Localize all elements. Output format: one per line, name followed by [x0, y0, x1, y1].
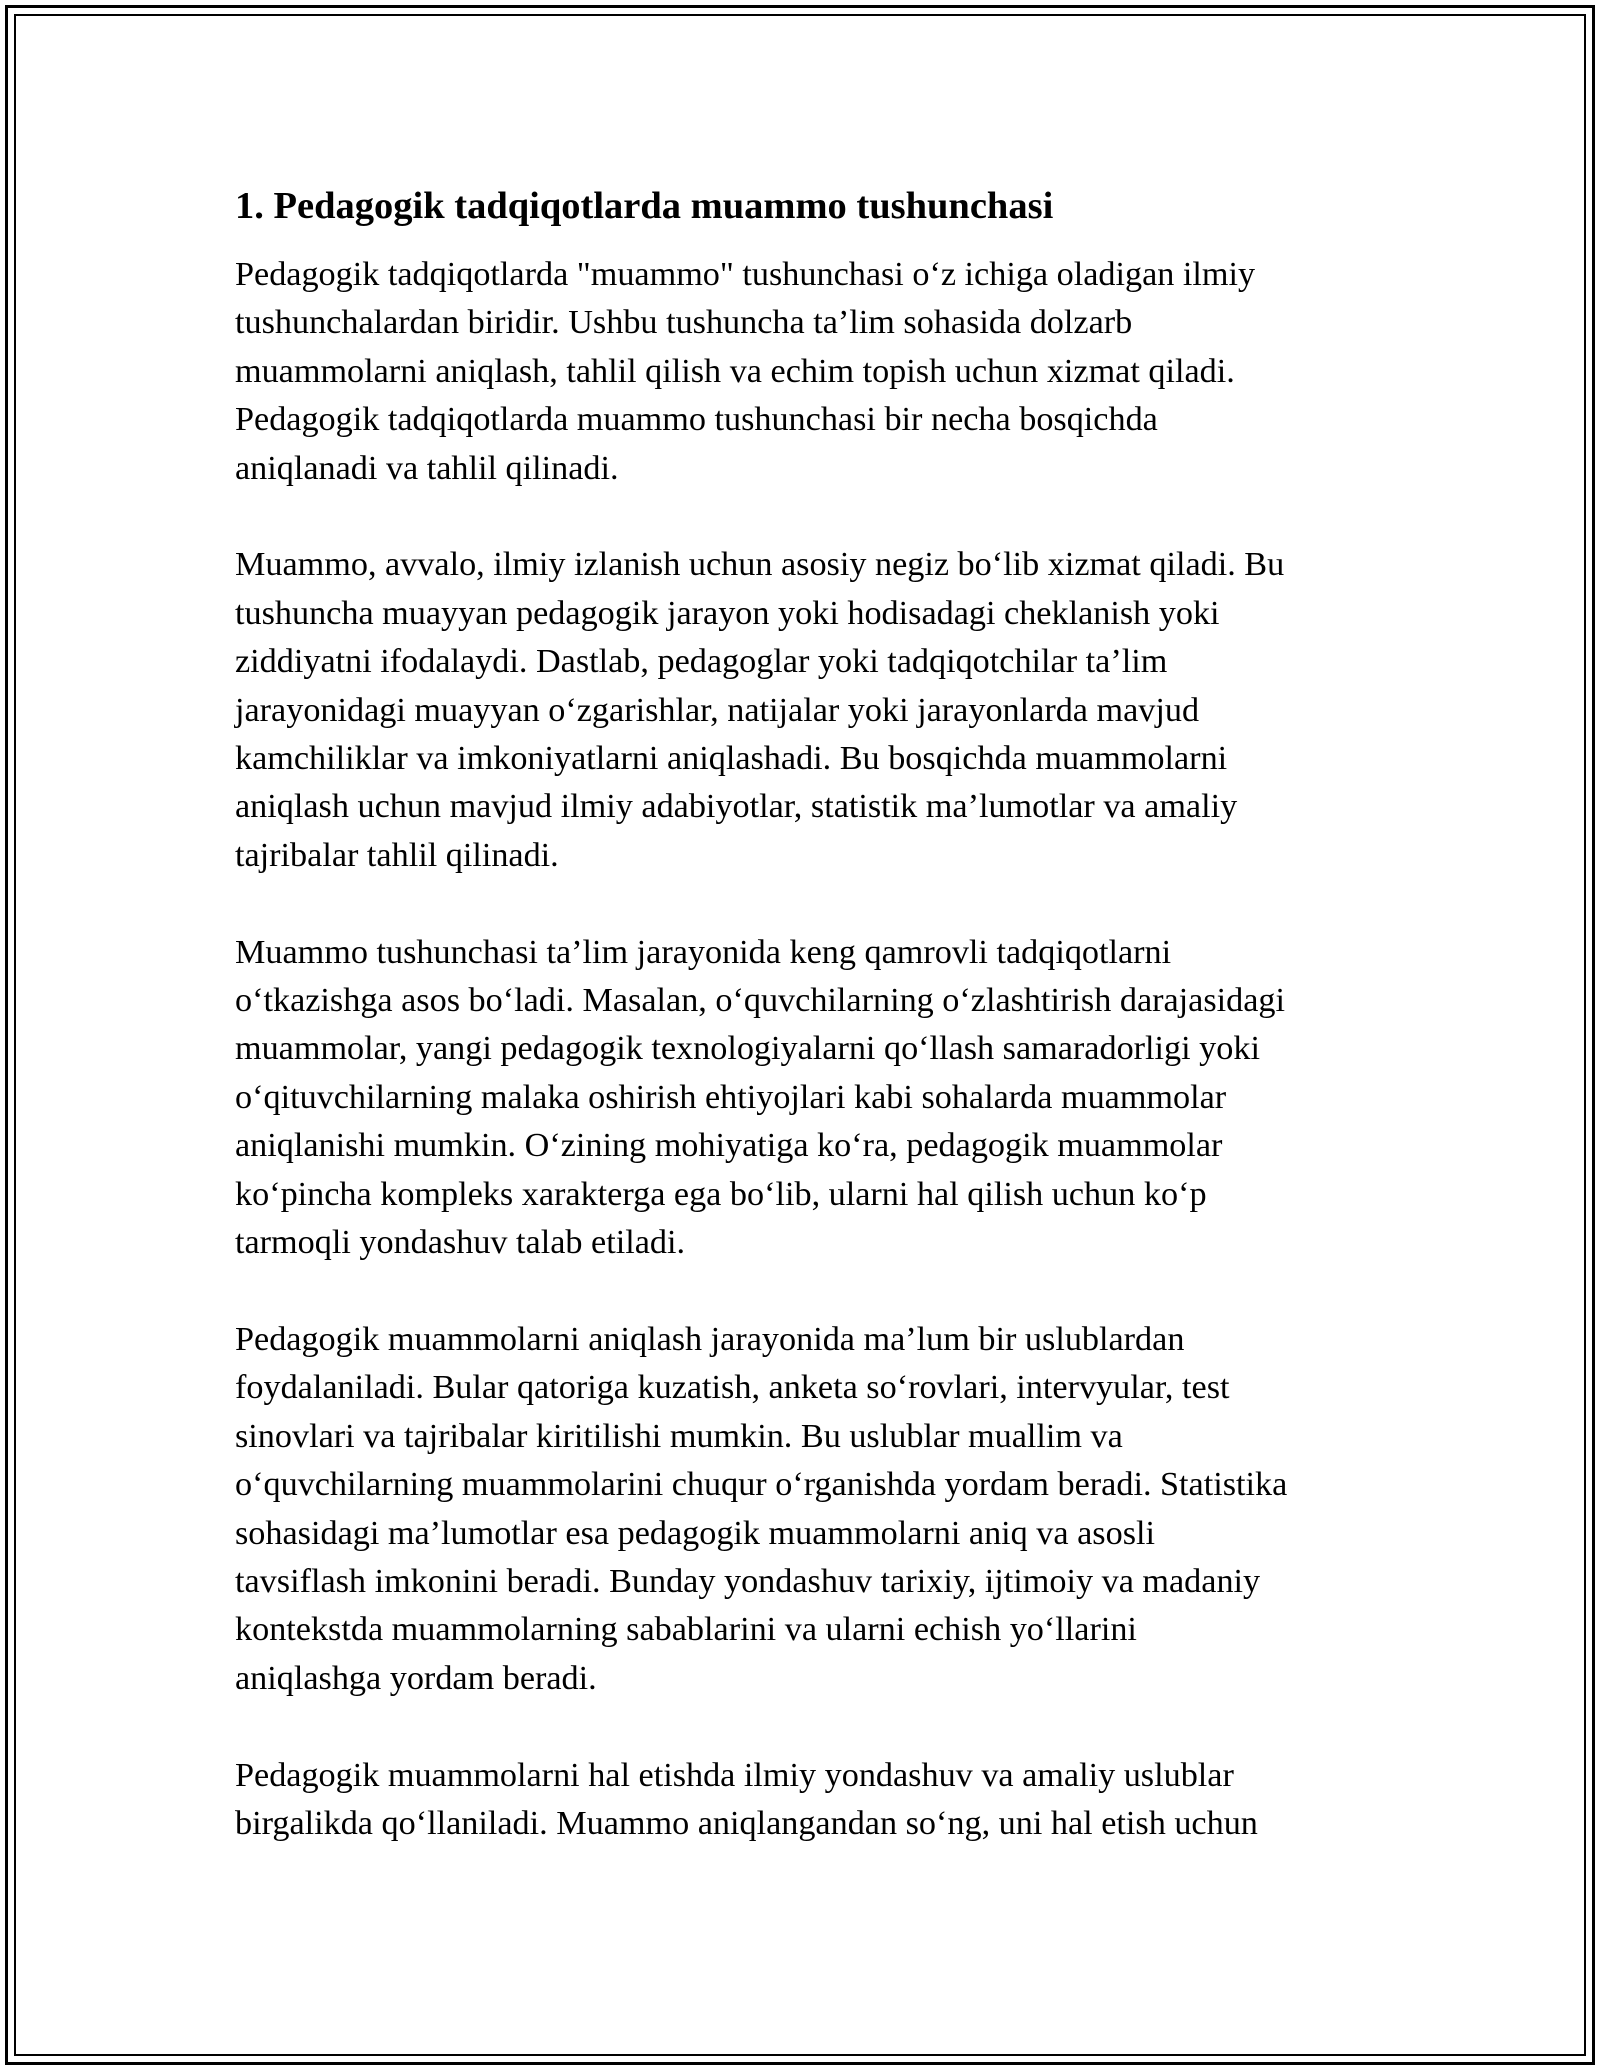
text-line: muammolarni aniqlash, tahlil qilish va echim topish uchun xizmat qiladi.	[235, 352, 1235, 390]
document-body	[235, 182, 1385, 1897]
text-line: aniqlanishi mumkin. O‘zining mohiyatiga ko‘ra, pedagogik muammolar	[235, 1127, 1223, 1165]
section-heading: 1. Pedagogik tadqiqotlarda muammo tushunchasi	[235, 185, 1054, 227]
text-line: Pedagogik tadqiqotlarda "muammo" tushunchasi o‘z ichiga oladigan ilmiy	[235, 256, 1256, 293]
text-line: Pedagogik muammolarni hal etishda ilmiy yondashuv va amaliy uslublar	[235, 1756, 1234, 1794]
text-line: kamchiliklar va imkoniyatlarni aniqlashadi. Bu bosqichda muammolarni	[235, 740, 1228, 778]
paragraph-1	[235, 251, 1385, 493]
text-line: aniqlanadi va tahlil qilinadi.	[235, 449, 619, 487]
text-line: tarmoqli yondashuv talab etiladi.	[235, 1224, 686, 1262]
text-line: tajribalar tahlil qilinadi.	[235, 836, 559, 874]
text-line: birgalikda qo‘llaniladi. Muammo aniqlangandan so‘ng, uni hal etish uchun	[235, 1804, 1258, 1842]
paragraphs-container	[235, 251, 1385, 1848]
text-line: ziddiyatni ifodalaydi. Dastlab, pedagoglar yoki tadqiqotchilar ta’lim	[235, 643, 1168, 681]
paragraph-2	[235, 541, 1385, 880]
text-line: kontekstda muammolarning sabablarini va ularni echish yo‘llarini	[235, 1611, 1137, 1649]
text-line: aniqlashga yordam beradi.	[235, 1659, 597, 1697]
text-line: aniqlash uchun mavjud ilmiy adabiyotlar, statistik ma’lumotlar va amaliy	[235, 788, 1238, 826]
text-line: Muammo, avvalo, ilmiy izlanish uchun asosiy negiz bo‘lib xizmat qiladi. Bu	[235, 546, 1285, 584]
text-line: o‘quvchilarning muammolarini chuqur o‘rganishda yordam beradi. Statistika	[235, 1466, 1288, 1504]
text-line: Muammo tushunchasi ta’lim jarayonida keng qamrovli tadqiqotlarni	[235, 933, 1172, 971]
text-line: Pedagogik muammolarni aniqlash jarayonida ma’lum bir uslublardan	[235, 1320, 1185, 1358]
text-line: ko‘pincha kompleks xarakterga ega bo‘lib, ularni hal qilish uchun ko‘p	[235, 1175, 1207, 1213]
text-line: o‘qituvchilarning malaka oshirish ehtiyojlari kabi sohalarda muammolar	[235, 1078, 1227, 1116]
text-line: tushuncha muayyan pedagogik jarayon yoki hodisadagi cheklanish yoki	[235, 594, 1220, 632]
paragraph-4	[235, 1316, 1385, 1703]
text-line: jarayonidagi muayyan o‘zgarishlar, natijalar yoki jarayonlarda mavjud	[235, 691, 1200, 729]
text-line: tavsiflash imkonini beradi. Bunday yondashuv tarixiy, ijtimoiy va madaniy	[235, 1562, 1261, 1600]
text-line: muammolar, yangi pedagogik texnologiyalarni qo‘llash samaradorligi yoki	[235, 1030, 1260, 1068]
paragraph-3	[235, 929, 1385, 1268]
paragraph-5	[235, 1752, 1385, 1849]
text-line: o‘tkazishga asos bo‘ladi. Masalan, o‘quvchilarning o‘zlashtirish darajasidagi	[235, 982, 1286, 1020]
text-line: tushunchalardan biridir. Ushbu tushuncha ta’lim sohasida dolzarb	[235, 304, 1133, 342]
text-line: sohasidagi ma’lumotlar esa pedagogik muammolarni aniq va asosli	[235, 1514, 1155, 1552]
text-line: Pedagogik tadqiqotlarda muammo tushunchasi bir necha bosqichda	[235, 401, 1158, 439]
text-line: sinovlari va tajribalar kiritilishi mumkin. Bu uslublar muallim va	[235, 1417, 1123, 1455]
text-line: foydalaniladi. Bular qatoriga kuzatish, anketa so‘rovlari, intervyular, test	[235, 1369, 1230, 1407]
